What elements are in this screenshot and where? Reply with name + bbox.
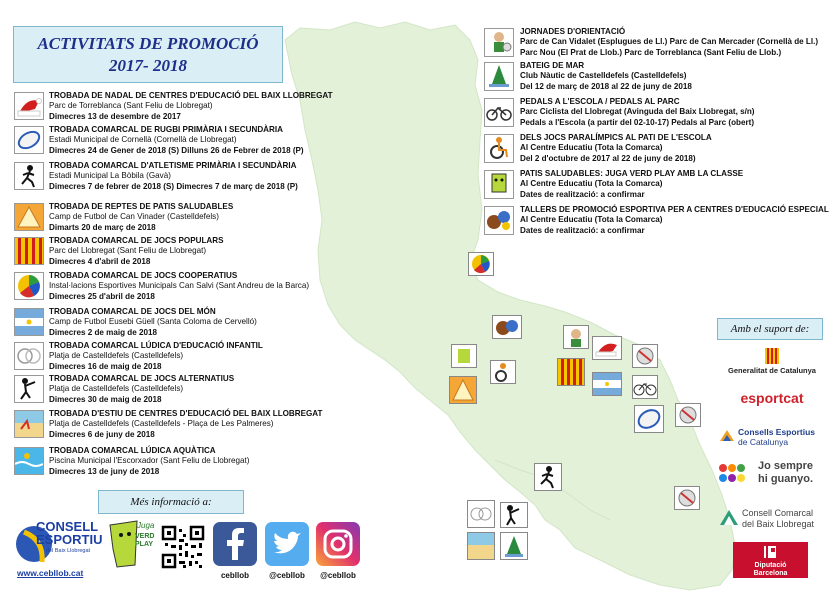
event-item <box>484 97 829 131</box>
event-detail: Al Centre Educatiu (Tota la Comarca) <box>520 143 663 153</box>
map-pin-compass-kid-4[interactable] <box>674 486 700 510</box>
sponsor-consell-comarcal[interactable] <box>718 505 826 533</box>
sponsor-consells-line1: Consells Esportius <box>738 427 815 437</box>
event-item <box>484 27 829 61</box>
argentina-flag-icon <box>14 308 44 336</box>
map-pin-parachute[interactable] <box>468 252 494 276</box>
event-heading: TROBADA D'ESTIU DE CENTRES D'EDUCACIÓ DEL BAIX LLOBREGAT <box>49 409 323 418</box>
santa-hat-icon <box>14 92 44 120</box>
support-label: Amb el suport de: <box>717 318 823 340</box>
event-place: Platja de Castelldefels (Castelldefels) <box>49 384 184 394</box>
sailboat-icon <box>484 62 514 91</box>
twitter-label: @cebllob <box>269 571 305 580</box>
thrower-icon <box>14 375 44 403</box>
event-item <box>14 161 314 193</box>
event-heading: BATEIG DE MAR <box>520 61 585 70</box>
map-pin-rugby-ball[interactable] <box>634 405 664 433</box>
page-title: ACTIVITATS DE PROMOCIÓ <box>37 34 259 53</box>
sponsor-jo-sempre-line2: hi guanyo. <box>758 473 813 485</box>
event-place: Estadi Municipal La Bòbila (Gavà) <box>49 171 171 181</box>
event-item <box>14 446 314 478</box>
map-pin-sailboat[interactable] <box>500 532 528 560</box>
instagram-label: @cebllob <box>320 571 356 580</box>
website-link[interactable]: www.cebllob.cat <box>17 568 84 578</box>
hoops-icon <box>14 342 44 370</box>
event-item <box>14 341 314 373</box>
event-heading: TROBADA COMARCAL LÚDICA AQUÀTICA <box>49 446 216 455</box>
event-item <box>484 205 829 239</box>
event-date: Dimecres 13 de desembre de 2017 <box>49 111 181 121</box>
event-date: Dimecres 30 de maig de 2018 <box>49 394 162 404</box>
map-pin-verd-play[interactable] <box>451 344 477 368</box>
event-heading: TROBADA COMARCAL D'ATLETISME PRIMÀRIA I SECUNDÀRIA <box>49 161 297 170</box>
event-item <box>14 409 323 441</box>
event-detail: Al Centre Educatiu (Tota la Comarca) <box>520 179 663 189</box>
facebook-icon[interactable] <box>213 522 257 566</box>
event-date: Dimecres 13 de juny de 2018 <box>49 466 160 476</box>
event-place: Parc del Llobregat (Sant Feliu de Llobregat) <box>49 246 207 256</box>
map-pin-argentina-flag[interactable] <box>592 372 622 396</box>
sponsor-consells-line2: de Catalunya <box>738 437 789 447</box>
event-date: Dimecres 16 de maig de 2018 <box>49 361 162 371</box>
event-place: Instal·lacions Esportives Municipals Can Salvi (Sant Andreu de la Barca) <box>49 281 310 291</box>
event-place: Parc de Torreblanca (Sant Feliu de Llobregat) <box>49 101 213 111</box>
map-pin-compass-kid-3[interactable] <box>675 403 701 427</box>
catalan-flag-icon <box>14 237 44 265</box>
event-date: Dimarts 20 de març de 2018 <box>49 222 156 232</box>
event-heading: TROBADA COMARCAL DE JOCS ALTERNATIUS <box>49 374 235 383</box>
sponsor-generalitat[interactable] <box>718 348 826 375</box>
map-pin-santa-hat[interactable] <box>592 336 622 360</box>
event-detail: Del 2 d'octubre de 2017 al 22 de juny de 2018) <box>520 153 696 163</box>
event-item <box>14 236 314 268</box>
event-item <box>14 125 314 157</box>
event-item <box>14 202 314 234</box>
sponsor-comarcal-line2: del Baix Llobregat <box>742 519 815 529</box>
map-pin-wheelchair[interactable] <box>490 360 516 384</box>
event-item <box>484 169 829 203</box>
runner-icon <box>14 162 44 190</box>
event-heading: TALLERS DE PROMOCIÓ ESPORTIVA PER A CENTRES D'EDUCACIÓ ESPECIAL <box>520 205 829 214</box>
sponsor-jo-sempre-line1: Jo sempre <box>758 460 814 472</box>
event-heading: TROBADA COMARCAL DE JOCS POPULARS <box>49 236 224 245</box>
event-detail: Pedals a l'Escola (a partir del 02-10-17) Pedals al Parc (obert) <box>520 117 755 127</box>
compass-kid-icon <box>484 28 514 57</box>
instagram-icon[interactable] <box>316 522 360 566</box>
event-place: Camp de Futbol de Can Vinader (Castelldefels) <box>49 212 219 222</box>
food-pyramid-icon <box>14 203 44 231</box>
event-detail: Parc de Can Vidalet (Esplugues de Ll.) Parc de Can Mercader (Cornellà de Ll.) <box>520 37 819 47</box>
wheelchair-icon <box>484 134 514 163</box>
event-detail: Del 12 de març de 2018 al 22 de juny de 2018 <box>520 81 692 91</box>
sponsor-diputacio[interactable] <box>733 542 808 578</box>
play-text: PLAY <box>135 541 154 548</box>
more-info-label: Més informació a: <box>98 490 244 514</box>
event-heading: JORNADES D'ORIENTACIÓ <box>520 27 626 36</box>
event-place: Estadi Municipal de Cornellà (Cornellà de Llobregat) <box>49 135 237 145</box>
event-place: Platja de Castelldefels (Castelldefels) <box>49 351 184 361</box>
event-heading: TROBADA COMARCAL DE JOCS COOPERATIUS <box>49 271 238 280</box>
map-pin-bicycle[interactable] <box>632 375 658 399</box>
rugby-ball-icon <box>14 126 44 154</box>
consell-logo-text-1: CONSELL <box>36 519 99 534</box>
event-detail: Parc Ciclista del Llobregat (Avinguda del Baix Llobregat, s/n) <box>520 107 755 117</box>
beach-icon <box>14 410 44 438</box>
map-pin-food-pyramid[interactable] <box>449 376 477 404</box>
event-heading: TROBADA COMARCAL LÚDICA D'EDUCACIÓ INFANTIL <box>49 341 263 350</box>
event-place: Piscina Municipal l'Escorxador (Sant Feliu de Llobregat) <box>49 456 250 466</box>
page-subtitle: 2017- 2018 <box>109 56 187 75</box>
verd-text: VERD <box>135 533 155 540</box>
event-detail: Parc Nou (El Prat de Llob.) Parc de Torreblanca (Sant Feliu de Llob.) <box>520 47 782 57</box>
title-box <box>13 26 283 83</box>
event-date: Dimecres 6 de juny de 2018 <box>49 429 155 439</box>
sponsor-diputacio-line1: Diputació <box>754 562 787 569</box>
map-pin-catalan-flag[interactable] <box>557 358 585 386</box>
bicycle-icon <box>484 98 514 127</box>
event-heading: TROBADA COMARCAL DE RUGBI PRIMÀRIA I SECUNDÀRIA <box>49 125 283 134</box>
event-date: Dimecres 7 de febrer de 2018 (S) Dimecres 7 de març de 2018 (P) <box>49 181 298 191</box>
event-heading: TROBADA DE NADAL DE CENTRES D'EDUCACIÓ DEL BAIX LLOBREGAT <box>49 91 333 100</box>
map-pin-beach[interactable] <box>467 532 495 560</box>
sponsor-jo-sempre[interactable] <box>718 460 826 490</box>
event-detail: Club Nàutic de Castelldefels (Castelldefels) <box>520 71 687 81</box>
event-heading: PATIS SALUDABLES: JUGA VERD PLAY AMB LA CLASSE <box>520 169 744 178</box>
event-detail: Dates de realització: a confirmar <box>520 225 645 235</box>
event-heading: TROBADA DE REPTES DE PATIS SALUDABLES <box>49 202 234 211</box>
event-item <box>14 271 314 303</box>
event-place: Platja de Castelldefels (Castelldefels - Plaça de Les Palmeres) <box>49 419 274 429</box>
juga-text: Juga <box>137 521 155 530</box>
sponsor-esportcat[interactable] <box>718 390 826 406</box>
consell-logo-text-2: ESPORTIU <box>36 532 103 547</box>
parachute-game-icon <box>14 272 44 300</box>
consell-esportiu-logo[interactable] <box>14 519 103 566</box>
verd-play-icon <box>484 170 514 199</box>
event-detail: Dates de realització: a confirmar <box>520 189 645 199</box>
map-pin-compass-kid-2[interactable] <box>632 344 658 368</box>
sports-balls-icon <box>484 206 514 235</box>
pool-icon <box>14 447 44 475</box>
event-item <box>484 61 829 95</box>
event-item <box>14 374 314 406</box>
event-date: Dimecres 2 de maig de 2018 <box>49 327 157 337</box>
event-heading: DELS JOCS PARALÍMPICS AL PATI DE L'ESCOLA <box>520 133 712 142</box>
event-item <box>484 133 829 167</box>
event-detail: Al Centre Educatiu (Tota la Comarca) <box>520 215 663 225</box>
facebook-label: cebllob <box>220 571 249 580</box>
event-date: Dimecres 4 d'abril de 2018 <box>49 256 151 266</box>
verd-play-logo[interactable] <box>107 519 157 571</box>
sponsor-esportcat-name: esportcat <box>740 390 804 406</box>
map-pin-thrower[interactable] <box>500 502 528 528</box>
map-pin-sports-balls[interactable] <box>492 315 522 339</box>
event-heading: PEDALS A L'ESCOLA / PEDALS AL PARC <box>520 97 680 106</box>
sponsor-comarcal-line1: Consell Comarcal <box>742 508 814 518</box>
event-item <box>14 91 333 123</box>
event-item <box>14 307 314 339</box>
event-place: Camp de Futbol Eusebi Güell (Santa Coloma de Cervelló) <box>49 317 257 327</box>
event-date: Dimecres 25 d'abril de 2018 <box>49 291 155 301</box>
sponsor-diputacio-line2: Barcelona <box>753 569 788 577</box>
event-date: Dimecres 24 de Gener de 2018 (S) Dilluns 26 de Febrer de 2018 (P) <box>49 145 304 155</box>
event-heading: TROBADA COMARCAL DE JOCS DEL MÓN <box>49 307 216 316</box>
map-pin-runner[interactable] <box>534 463 562 491</box>
consell-logo-text-3: del Baix Llobregat <box>46 548 91 554</box>
map-pin-compass-kid[interactable] <box>563 325 589 349</box>
sponsor-generalitat-name: Generalitat de Catalunya <box>728 366 816 375</box>
twitter-icon[interactable] <box>265 522 309 566</box>
map-pin-hoops[interactable] <box>467 500 495 528</box>
qr-code[interactable] <box>161 525 205 569</box>
